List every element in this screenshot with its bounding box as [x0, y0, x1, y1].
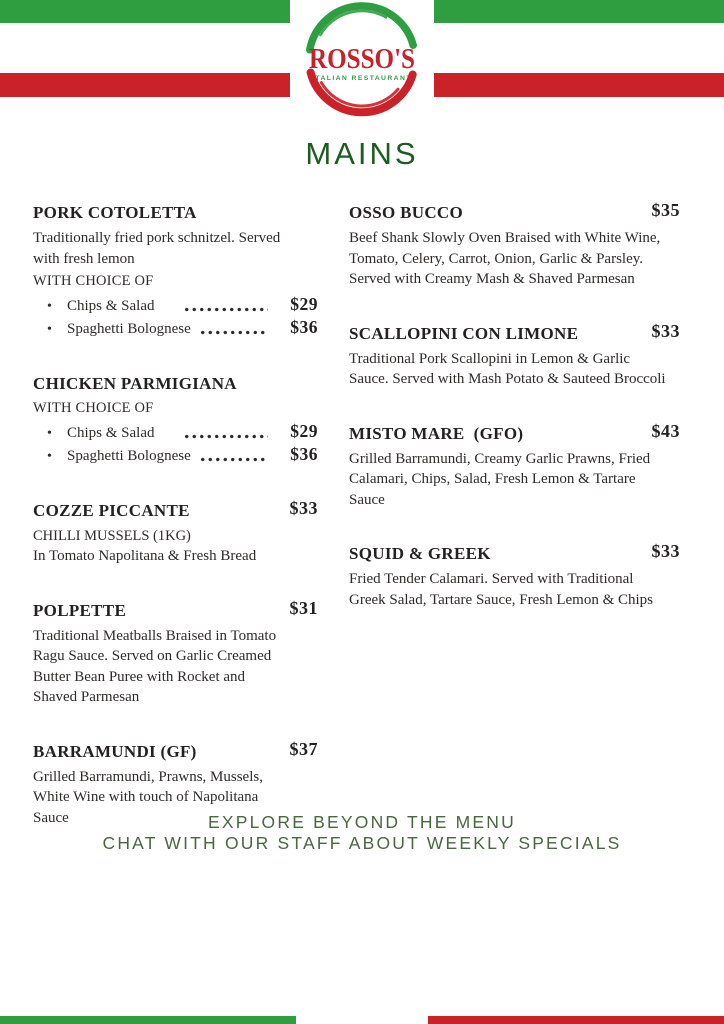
item-description-line: White Wine with touch of Napolitana	[33, 789, 259, 805]
restaurant-logo-icon	[292, 2, 432, 120]
item-name: COZZE PICCANTE	[33, 501, 190, 520]
dotted-leader-icon	[183, 306, 268, 312]
item-name: POLPETTE	[33, 600, 127, 620]
item-price: $35	[651, 200, 680, 220]
item-description-line: Beef Shank Slowly Oven Braised with White Wine,	[349, 230, 661, 246]
bottom-strip-green	[0, 1016, 296, 1024]
item-choice-note: WITH CHOICE OF	[33, 400, 154, 416]
item-name: CHICKEN PARMIGIANA	[33, 374, 237, 393]
option-label: Spaghetti Bolognese	[67, 448, 191, 464]
item-description-line: Greek Salad, Tartare Sauce, Fresh Lemon & Chips	[349, 591, 654, 608]
bullet-icon	[45, 447, 67, 467]
logo-wordmark: ROSSO'S	[309, 44, 415, 75]
bullet-icon	[45, 320, 67, 340]
header-flag-banner	[0, 0, 724, 120]
menu-item-header	[349, 541, 680, 564]
option-label: Chips & Salad	[67, 298, 155, 314]
bottom-flag-strip	[0, 1016, 724, 1024]
menu-column-left	[33, 203, 318, 862]
bullet-icon	[45, 424, 67, 444]
menu-item	[33, 203, 318, 340]
item-description-line: Shaved Parmesan	[33, 689, 140, 705]
dotted-leader-icon	[183, 433, 268, 439]
option-label: Spaghetti Bolognese	[67, 321, 191, 337]
option-price: $29	[290, 294, 318, 314]
item-description-line: with fresh lemon	[33, 250, 135, 267]
item-description-line: Ragu Sauce. Served on Garlic Creamed	[33, 648, 272, 664]
item-description-line: Traditional Pork Scallopini in Lemon & Garlic	[349, 350, 631, 367]
item-description-line: Tomato, Celery, Carrot, Onion, Garlic & Parsley.	[349, 250, 644, 267]
item-price: $43	[651, 420, 680, 441]
bottom-strip-red	[428, 1016, 724, 1024]
item-description-line: Fried Tender Calamari. Served with Traditional	[349, 571, 634, 587]
menu-item	[349, 200, 680, 290]
item-name: OSSO BUCCO	[349, 203, 463, 222]
option-label: Chips & Salad	[67, 425, 155, 441]
menu-item-header	[349, 320, 680, 344]
bullet-icon	[45, 297, 67, 317]
item-price: $33	[651, 541, 680, 561]
menu-option	[45, 444, 318, 467]
menu-item-header	[33, 203, 318, 223]
item-price: $33	[289, 498, 318, 518]
menu-item	[349, 320, 680, 390]
item-price: $33	[651, 320, 680, 341]
item-options	[33, 421, 318, 467]
menu-item	[33, 374, 318, 467]
option-price: $29	[290, 421, 318, 441]
menu-column-right	[349, 200, 680, 862]
item-options	[33, 294, 318, 340]
dotted-leader-icon	[199, 456, 268, 462]
logo-subtitle: ITALIAN RESTAURANT	[312, 75, 412, 82]
menu-option	[45, 421, 318, 444]
menu-item	[33, 597, 318, 708]
item-description-line: Sauce. Served with Mash Potato & Sauteed Broccoli	[349, 371, 666, 387]
footer-line-1: EXPLORE BEYOND THE MENU	[208, 812, 516, 832]
item-description-line: Traditional Meatballs Braised in Tomato	[33, 627, 277, 644]
item-choice-note: WITH CHOICE OF	[33, 273, 154, 289]
menu-item-header	[349, 200, 680, 223]
logo-column	[290, 0, 434, 120]
option-price: $36	[290, 317, 318, 337]
item-price: $37	[289, 738, 318, 759]
item-name: BARRAMUNDI (GF)	[33, 741, 197, 761]
footer-line-2: CHAT WITH OUR STAFF ABOUT WEEKLY SPECIALS	[102, 833, 622, 853]
item-name: MISTO MARE (GFO)	[349, 423, 524, 443]
item-name: SCALLOPINI CON LIMONE	[349, 323, 579, 343]
item-name: PORK COTOLETTA	[33, 203, 197, 222]
menu-item-header	[33, 498, 318, 521]
menu-option	[45, 317, 318, 340]
bottom-strip-white	[296, 1016, 428, 1024]
item-description-line: Traditionally fried pork schnitzel. Served	[33, 230, 281, 246]
menu-item-header	[33, 738, 318, 762]
menu-item	[349, 420, 680, 511]
item-description-line: In Tomato Napolitana & Fresh Bread	[33, 548, 257, 564]
item-description-line: Calamari, Chips, Salad, Fresh Lemon & Tartare	[349, 471, 636, 487]
item-description-line: Grilled Barramundi, Creamy Garlic Prawns, Fried	[349, 450, 651, 467]
footer-note	[0, 812, 724, 854]
menu-option	[45, 294, 318, 317]
menu-item	[349, 541, 680, 610]
dotted-leader-icon	[199, 329, 268, 335]
item-price: $31	[289, 597, 318, 618]
item-subtitle: CHILLI MUSSELS (1KG)	[33, 528, 191, 544]
menu-item-header	[33, 374, 318, 394]
page-title: MAINS	[305, 136, 419, 171]
item-description-line: Grilled Barramundi, Prawns, Mussels,	[33, 768, 263, 785]
item-name: SQUID & GREEK	[349, 544, 491, 563]
menu-columns	[33, 200, 680, 862]
menu-item-header	[349, 420, 680, 444]
menu-item-header	[33, 597, 318, 621]
menu-item	[33, 498, 318, 567]
option-price: $36	[290, 444, 318, 464]
item-description-line: Served with Creamy Mash & Shaved Parmesan	[349, 271, 635, 287]
item-description-line: Butter Bean Puree with Rocket and	[33, 668, 246, 685]
item-description-line: Sauce	[349, 491, 385, 508]
item-description-line: Sauce	[33, 809, 69, 826]
